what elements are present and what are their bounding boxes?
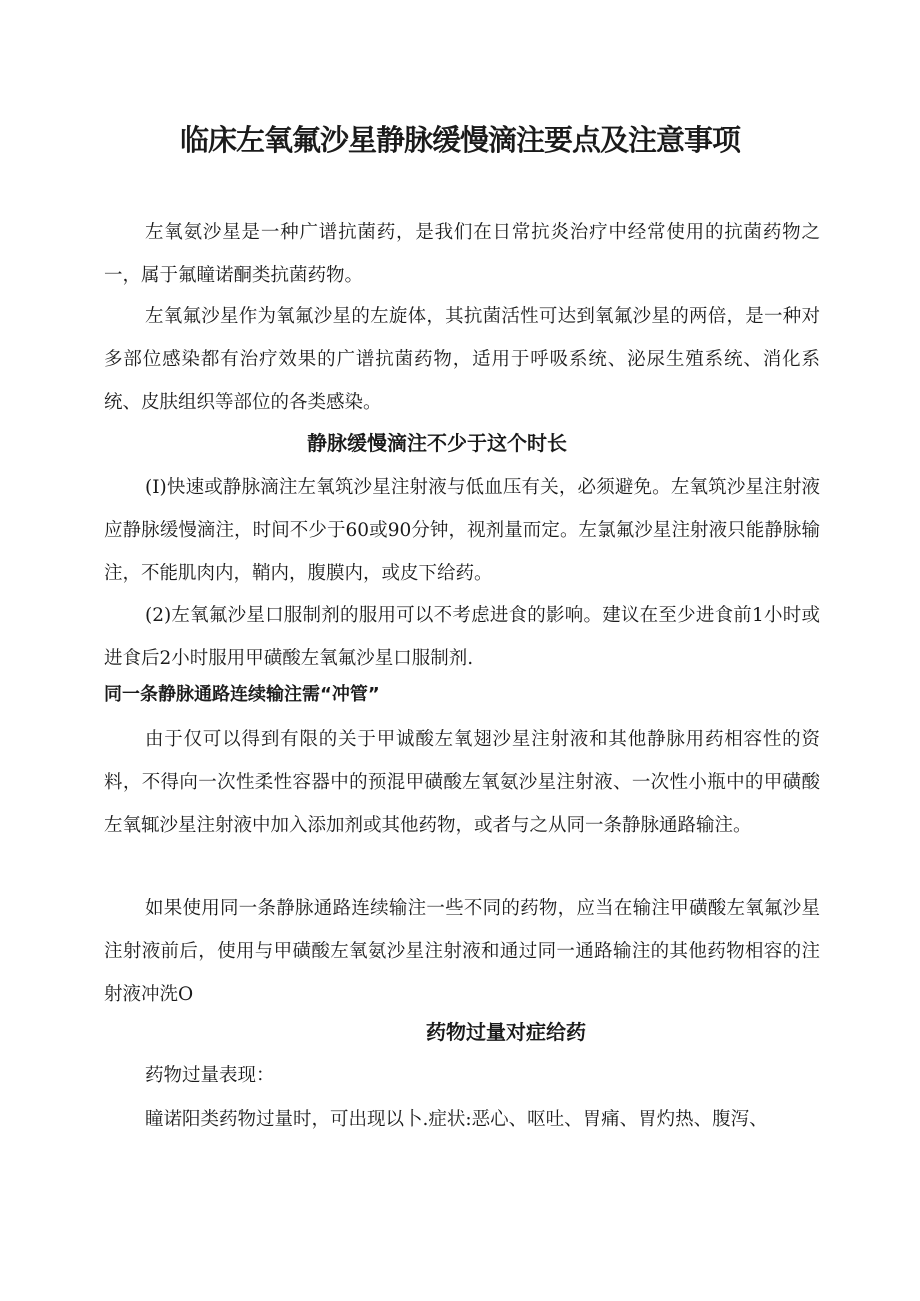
section2-paragraph-1: 由于仅可以得到有限的关于甲诚酸左氧翅沙星注射液和其他静脉用药相容性的资料，不得向一次性柔性容器中的预混甲磺酸左氧氨沙星注射液、一次性小瓶中的甲磺酸左氧辄沙星注射液中加入添加剂或其他药物，或者与之从同一条静脉通路输注。 — [104, 729, 820, 836]
overdose-subheading: 药物过量表现： — [145, 1065, 275, 1086]
intro-paragraph-2: 左氧氟沙星作为氧氟沙星的左旋体，其抗菌活性可达到氧氟沙星的两倍，是一种对多部位感染都有治疗效果的广谱抗菌药物，适用于呼吸系统、泌尿生殖系统、消化系统、皮肤组织等部位的各类感染。 — [104, 306, 820, 413]
overdose-symptoms-text: 瞳诺阳类药物过量时，可出现以卜.症状:恶心、呕吐、胃痛、胃灼热、腹泻、 — [145, 1109, 768, 1130]
section-heading-flush-line: 同一条静脉通路连续输注需“冲管” — [104, 684, 380, 705]
intro-paragraph-1: 左氧氨沙星是一种广谱抗菌药，是我们在日常抗炎治疗中经常使用的抗菌药物之一，属于氟瞳诺酮类抗菌药物。 — [104, 222, 820, 286]
section-heading-infusion-duration: 静脉缓慢滴注不少于这个时长 — [307, 431, 567, 455]
document-title: 临床左氧氟沙星静脉缓慢滴注要点及注意事项 — [179, 123, 740, 157]
section1-item-1: (I)快速或静脉滴注左氧筑沙星注射液与低血压有关，必须避免。左氧筑沙星注射液应静脉缓慢滴注，时间不少于60或90分钟，视剂量而定。左氯氟沙星注射液只能静脉输注，不能肌肉内，鞘内，腹膜内，或皮下给药。 — [104, 477, 820, 584]
section1-item-2: (2)左氧氟沙星口服制剂的服用可以不考虑进食的影响。建议在至少进食前1小时或进食后2小时服用甲磺酸左氧氟沙星口服制剂. — [104, 605, 820, 669]
section2-paragraph-2: 如果使用同一条静脉通路连续输注一些不同的药物，应当在输注甲磺酸左氧氟沙星注射液前后，使用与甲磺酸左氧氨沙星注射液和通过同一通路输注的其他药物相容的注射液冲洗O — [104, 898, 820, 1005]
section-heading-overdose: 药物过量对症给药 — [426, 1020, 586, 1044]
